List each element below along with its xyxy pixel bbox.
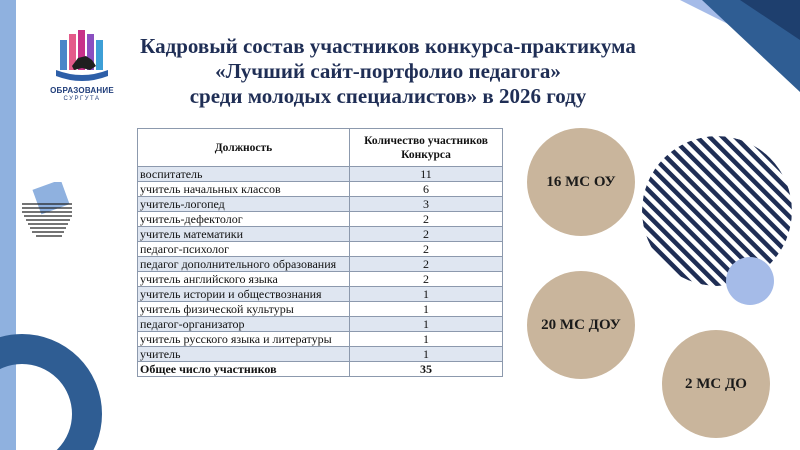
row-count: 2 — [350, 272, 503, 287]
left-striped-decoration — [22, 182, 82, 252]
ring-decoration — [0, 334, 102, 450]
row-position: учитель физической культуры — [138, 302, 350, 317]
ms-dou-label: 20 МС ДОУ — [541, 316, 621, 333]
row-position: учитель-дефектолог — [138, 212, 350, 227]
small-dot-decoration — [726, 257, 774, 305]
table-row — [138, 182, 503, 197]
header-position: Должность — [138, 129, 350, 167]
striped-circle-decoration — [642, 136, 792, 286]
header-count: Количество участников Конкурса — [350, 129, 503, 167]
row-count: 2 — [350, 257, 503, 272]
row-count: 3 — [350, 197, 503, 212]
staff-table — [137, 128, 503, 377]
table-row — [138, 347, 503, 362]
title-line-1: Кадровый состав участников конкурса-практикума — [140, 34, 636, 58]
row-position: учитель — [138, 347, 350, 362]
ms-dou-circle — [527, 271, 635, 379]
ms-ou-label: 16 МС ОУ — [546, 173, 616, 190]
ms-do-label: 2 МС ДО — [685, 375, 747, 392]
ms-do-circle — [662, 330, 770, 438]
row-position: педагог дополнительного образования — [138, 257, 350, 272]
page-title — [118, 34, 658, 109]
row-count: 6 — [350, 182, 503, 197]
row-position: учитель-логопед — [138, 197, 350, 212]
table-total-row — [138, 362, 503, 377]
row-position: воспитатель — [138, 167, 350, 182]
table-row — [138, 212, 503, 227]
row-count: 1 — [350, 347, 503, 362]
total-count: 35 — [350, 362, 503, 377]
row-position: учитель русского языка и литературы — [138, 332, 350, 347]
table-row — [138, 167, 503, 182]
total-label: Общее число участников — [138, 362, 350, 377]
row-position: учитель математики — [138, 227, 350, 242]
title-line-3: среди молодых специалистов» в 2026 году — [189, 84, 587, 108]
row-count: 1 — [350, 317, 503, 332]
table-row — [138, 332, 503, 347]
row-position: учитель английского языка — [138, 272, 350, 287]
table-row — [138, 272, 503, 287]
table-row — [138, 317, 503, 332]
title-line-2: «Лучший сайт-портфолио педагога» — [215, 59, 561, 83]
row-position: учитель начальных классов — [138, 182, 350, 197]
row-count: 1 — [350, 302, 503, 317]
row-count: 11 — [350, 167, 503, 182]
logo-title: ОБРАЗОВАНИЕ — [50, 86, 114, 95]
row-position: педагог-психолог — [138, 242, 350, 257]
ms-ou-circle — [527, 128, 635, 236]
row-count: 2 — [350, 212, 503, 227]
corner-decoration — [680, 0, 800, 100]
table-row — [138, 242, 503, 257]
row-count: 1 — [350, 287, 503, 302]
table-row — [138, 197, 503, 212]
logo-subtitle: СУРГУТА — [63, 96, 101, 102]
table-row — [138, 227, 503, 242]
table-row — [138, 287, 503, 302]
table-row — [138, 257, 503, 272]
table-header-row — [138, 129, 503, 167]
row-position: педагог-организатор — [138, 317, 350, 332]
table-row — [138, 302, 503, 317]
row-count: 2 — [350, 227, 503, 242]
row-count: 1 — [350, 332, 503, 347]
row-count: 2 — [350, 242, 503, 257]
row-position: учитель истории и обществознания — [138, 287, 350, 302]
